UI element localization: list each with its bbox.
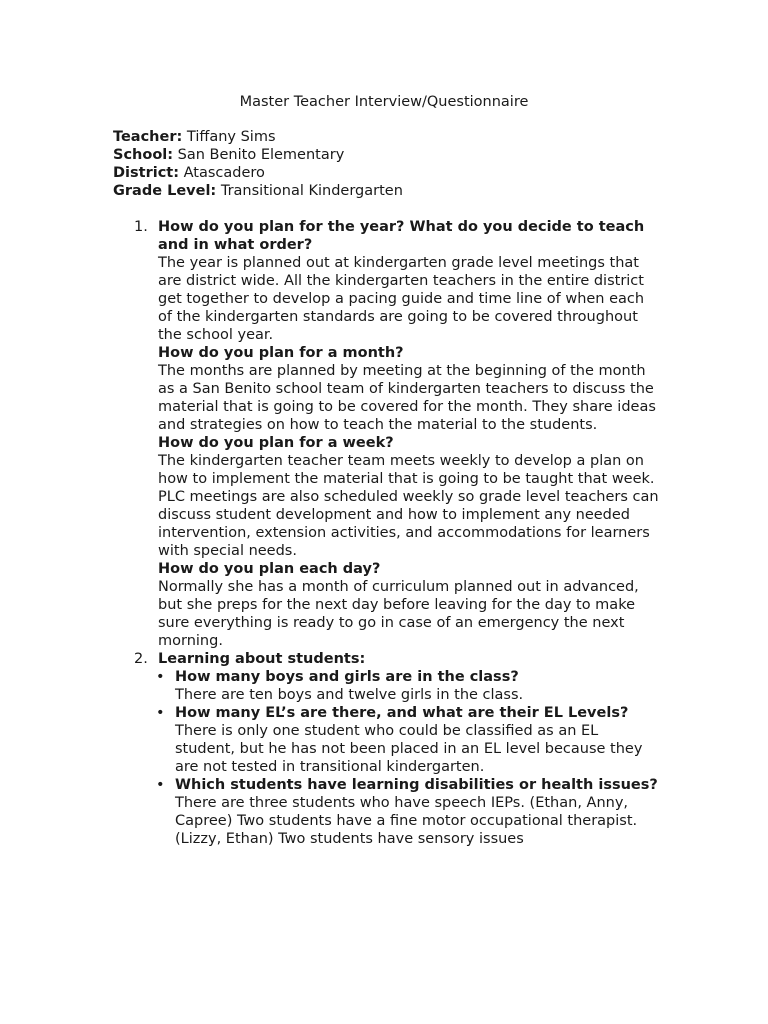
info-school xyxy=(113,146,403,164)
info-district xyxy=(113,164,403,182)
info-value: Transitional Kindergarten xyxy=(220,183,403,199)
bullet-question: How many boys and girls are in the class? xyxy=(175,669,519,685)
answer-week: The kindergarten teacher team meets weekly to develop a plan on how to implement the material that is going to be taught that week. PLC meetings are also scheduled weekly so grade level teachers can discuss student development and how to implement any needed intervention, extension activities, and accommodations for learners with special needs. xyxy=(158,453,659,559)
info-value: Atascadero xyxy=(183,165,265,181)
bullet-answer: There is only one student who could be classified as an EL student, but he has not been placed in an EL level because they are not tested in transitional kindergarten. xyxy=(175,723,643,775)
bullet-icon: • xyxy=(156,705,165,721)
question-list xyxy=(130,218,660,848)
info-teacher xyxy=(113,128,403,146)
question-week: How do you plan for a week? xyxy=(158,435,394,451)
info-label: District: xyxy=(113,165,180,181)
info-value: San Benito Elementary xyxy=(177,147,345,163)
bullet-icon: • xyxy=(156,777,165,793)
answer-day: Normally she has a month of curriculum planned out in advanced, but she preps for the next day before leaving for the day to make sure everything is ready to go in case of an emergency the next morning. xyxy=(158,579,639,649)
bullet-item-el-levels xyxy=(130,704,660,776)
answer-year: The year is planned out at kindergarten grade level meetings that are district wide. All the kindergarten teachers in the entire district get together to develop a pacing guide and time line of when each of the kindergarten standards are going to be covered throughout the school year. xyxy=(158,255,645,343)
bullet-item-boys-girls xyxy=(130,668,660,704)
item-number: 2. xyxy=(134,651,148,667)
info-value: Tiffany Sims xyxy=(186,129,276,145)
info-label: School: xyxy=(113,147,174,163)
bullet-item-disabilities xyxy=(130,776,660,848)
question-year: How do you plan for the year? What do you decide to teach and in what order? xyxy=(158,219,645,253)
info-grade-level xyxy=(113,182,403,200)
info-label: Teacher: xyxy=(113,129,183,145)
question-day: How do you plan each day? xyxy=(158,561,381,577)
answer-month: The months are planned by meeting at the beginning of the month as a San Benito school team of kindergarten teachers to discuss the material that is going to be covered for the month. They share ideas and strategies on how to teach the material to the students. xyxy=(158,363,656,433)
document-title: Master Teacher Interview/Questionnaire xyxy=(239,94,529,110)
list-item-planning xyxy=(130,218,660,650)
info-label: Grade Level: xyxy=(113,183,217,199)
bullet-icon: • xyxy=(156,669,165,685)
bullet-question: How many EL’s are there, and what are their EL Levels? xyxy=(175,705,629,721)
bullet-answer: There are ten boys and twelve girls in the class. xyxy=(175,687,524,703)
teacher-info xyxy=(113,128,403,200)
bullet-answer: There are three students who have speech IEPs. (Ethan, Anny, Capree) Two students have a fine motor occupational therapist. (Lizzy, Ethan) Two students have sensory issues xyxy=(175,795,638,847)
bullet-question: Which students have learning disabilities or health issues? xyxy=(175,777,658,793)
list-item-learning-about-students xyxy=(130,650,660,668)
section-heading: Learning about students: xyxy=(158,651,366,667)
question-month: How do you plan for a month? xyxy=(158,345,404,361)
item-number: 1. xyxy=(134,219,148,235)
